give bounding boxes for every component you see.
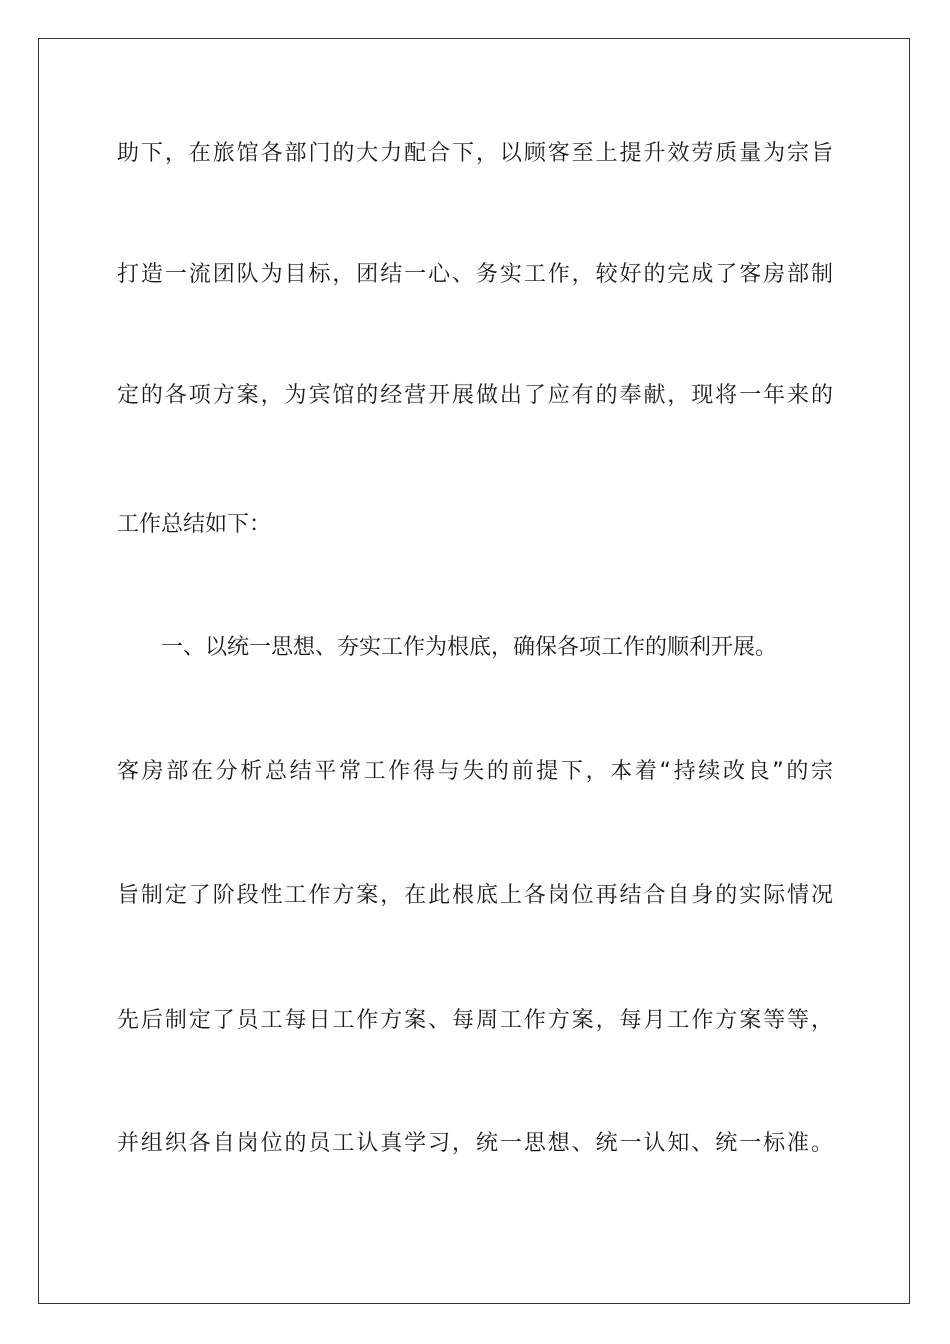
text-line: 并组织各自岗位的员工认真学习，统一思想、统一认知、统一标准。	[117, 1131, 833, 1156]
text-line: 助下，在旅馆各部门的大力配合下，以顾客至上提升效劳质量为宗旨	[117, 141, 833, 166]
text-line: 旨制定了阶段性工作方案，在此根底上各岗位再结合自身的实际情况	[117, 883, 833, 908]
text-line: 客房部在分析总结平常工作得与失的前提下，本着“持续改良”的宗	[117, 759, 833, 784]
text-line: 先后制定了员工每日工作方案、每周工作方案，每月工作方案等等，	[117, 1008, 833, 1033]
text-line: 工作总结如下：	[117, 512, 272, 537]
text-line: 定的各项方案，为宾馆的经营开展做出了应有的奉献，现将一年来的	[117, 383, 833, 408]
section-heading: 一、以统一思想、夯实工作为根底，确保各项工作的顺利开展。	[161, 635, 778, 660]
text-line: 打造一流团队为目标，团结一心、务实工作，较好的完成了客房部制	[117, 262, 833, 287]
document-page	[38, 38, 910, 1304]
